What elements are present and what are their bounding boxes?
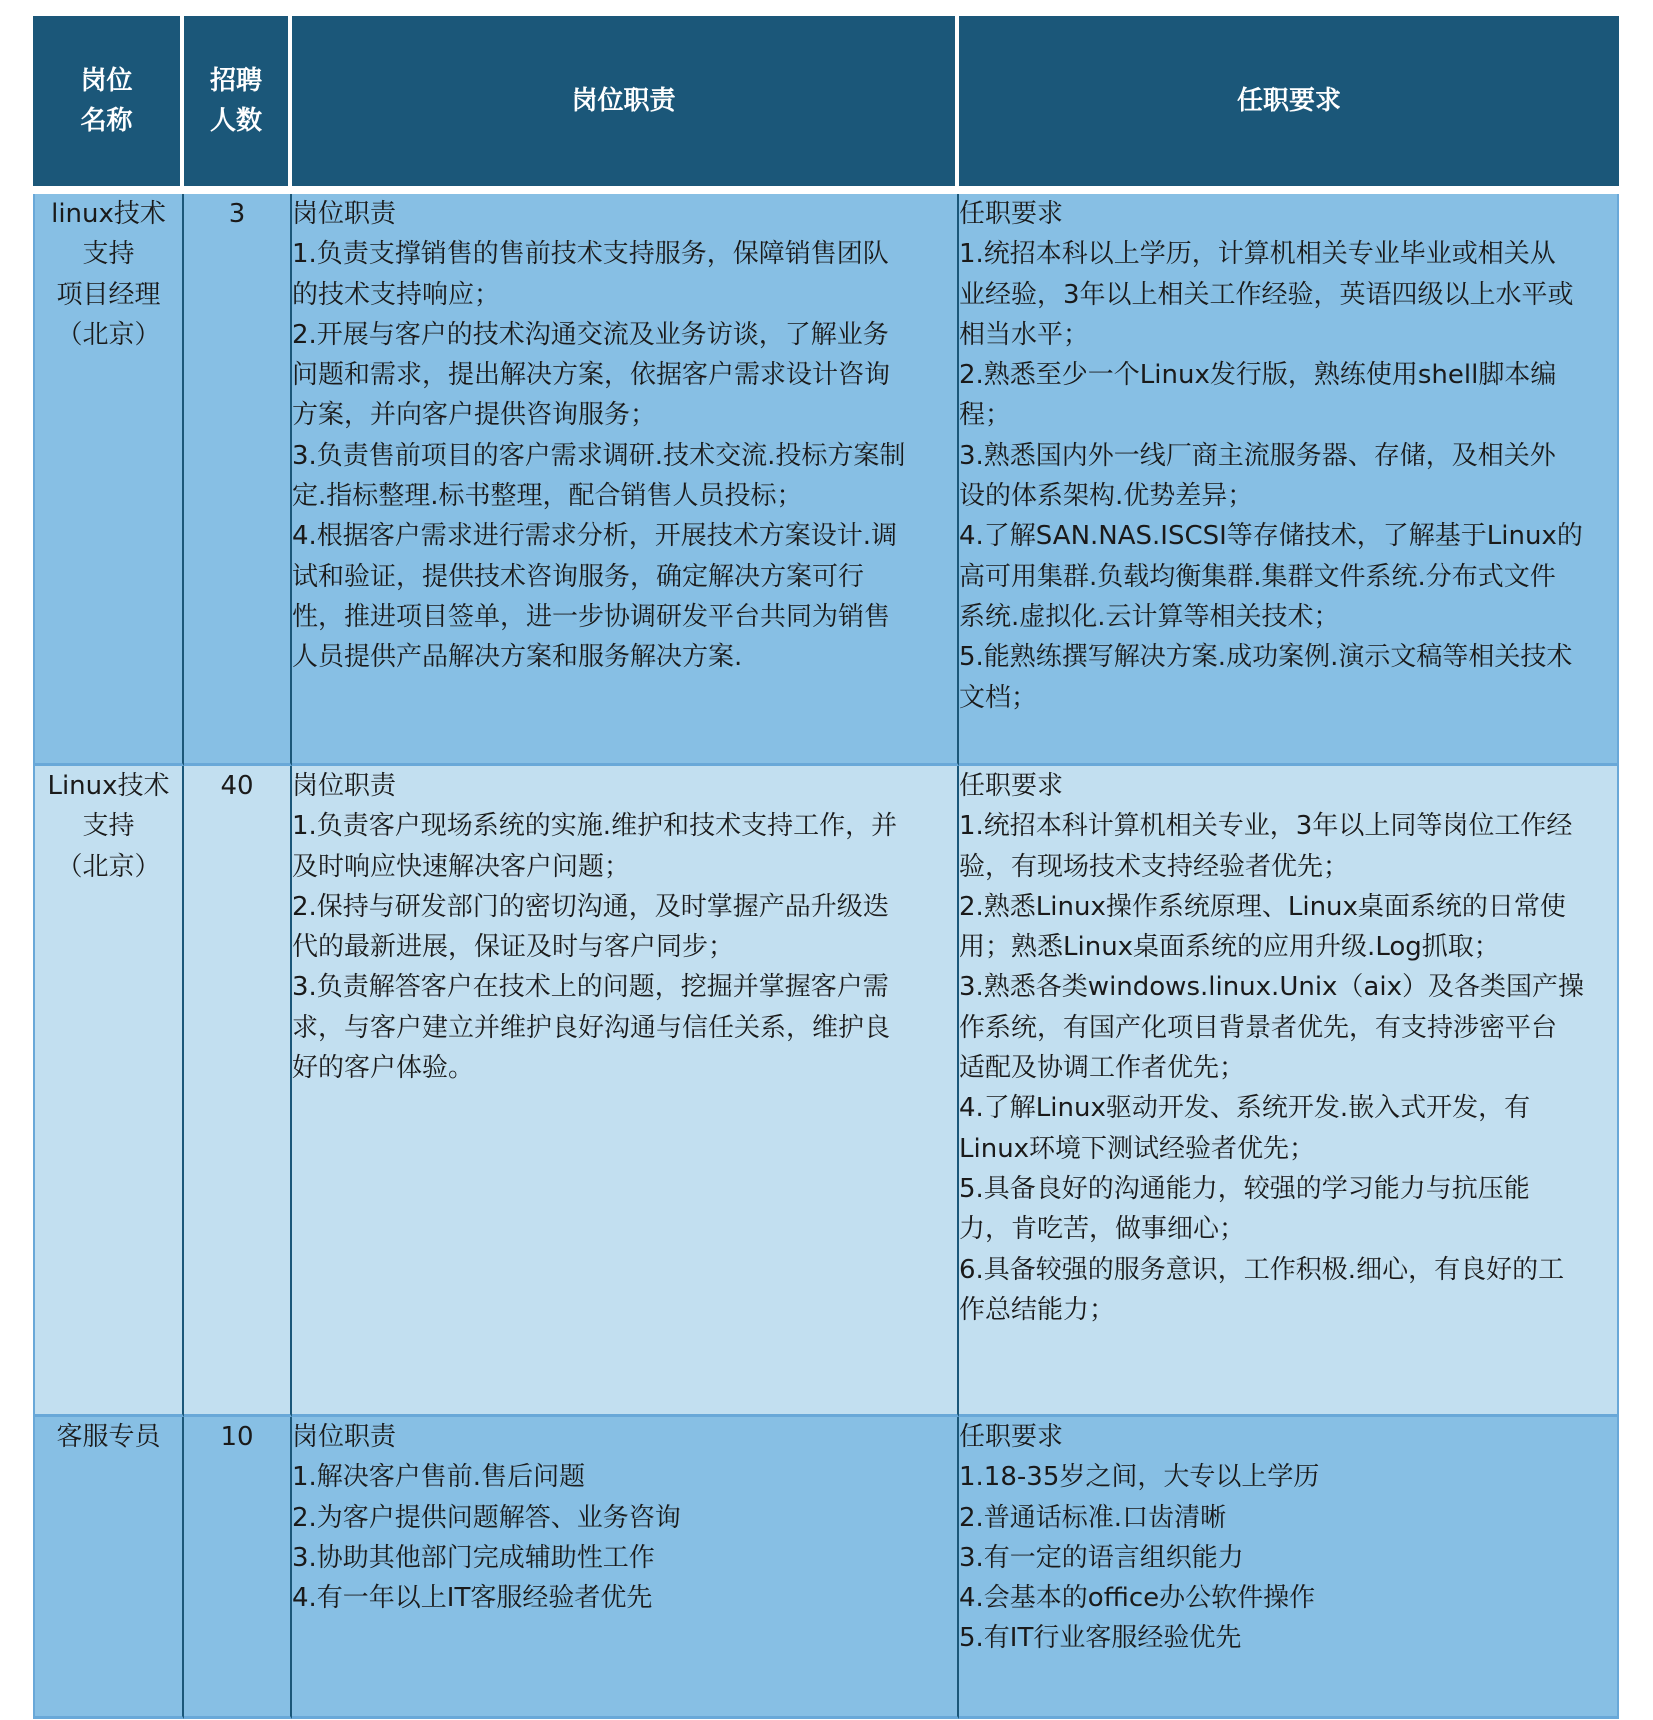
position-name-line: 支持 bbox=[82, 811, 135, 842]
requirements-line: 2.熟悉至少一个Linux发行版，熟练使用shell脚本编 bbox=[959, 360, 1557, 391]
duties-line: 性，推进项目签单，进一步协调研发平台共同为销售 bbox=[292, 601, 891, 632]
header-headcount bbox=[184, 16, 292, 194]
requirements-line: 验，有现场技术支持经验者优先； bbox=[959, 851, 1350, 882]
requirements-line: 3.熟悉国内外一线厂商主流服务器、存储，及相关外 bbox=[959, 440, 1556, 471]
table-row bbox=[33, 766, 1619, 1417]
headcount-cell: 10 bbox=[184, 1417, 292, 1719]
requirements-line: 高可用集群.负载均衡集群.集群文件系统.分布式文件 bbox=[959, 561, 1556, 592]
duties-line: 及时响应快速解决客户问题； bbox=[292, 851, 631, 882]
requirements-line: 1.统招本科计算机相关专业，3年以上同等岗位工作经 bbox=[959, 811, 1573, 842]
duties-cell bbox=[292, 1417, 959, 1719]
duties-line: 2.为客户提供问题解答、业务咨询 bbox=[292, 1502, 681, 1533]
header-duties: 岗位职责 bbox=[292, 16, 959, 194]
duties-cell bbox=[292, 194, 959, 766]
requirements-line: 4.了解SAN.NAS.ISCSI等存储技术，了解基于Linux的 bbox=[959, 521, 1583, 552]
headcount-cell: 40 bbox=[184, 766, 292, 1417]
header-headcount-line: 人数 bbox=[209, 106, 262, 136]
header-position-name bbox=[33, 16, 184, 194]
position-name-cell bbox=[33, 194, 184, 766]
duties-line: 的技术支持响应； bbox=[292, 279, 501, 310]
header-row bbox=[33, 16, 1619, 194]
duties-line: 2.保持与研发部门的密切沟通，及时掌握产品升级迭 bbox=[292, 891, 889, 922]
requirements-line: 1.18-35岁之间，大专以上学历 bbox=[959, 1462, 1320, 1493]
duties-line: 3.负责售前项目的客户需求调研.技术交流.投标方案制 bbox=[292, 440, 906, 471]
requirements-line: 相当水平； bbox=[959, 319, 1090, 350]
requirements-line: 5.有IT行业客服经验优先 bbox=[959, 1623, 1242, 1654]
duties-line: 4.根据客户需求进行需求分析，开展技术方案设计.调 bbox=[292, 521, 898, 552]
duties-line: 3.协助其他部门完成辅助性工作 bbox=[292, 1542, 655, 1573]
requirements-line: 业经验，3年以上相关工作经验，英语四级以上水平或 bbox=[959, 279, 1574, 310]
requirements-line: 6.具备较强的服务意识，工作积极.细心，有良好的工 bbox=[959, 1254, 1565, 1285]
requirements-line: 作系统，有国产化项目背景者优先，有支持涉密平台 bbox=[959, 1012, 1558, 1043]
duties-line: 4.有一年以上IT客服经验者优先 bbox=[292, 1583, 653, 1614]
requirements-line: 作总结能力； bbox=[959, 1294, 1116, 1325]
requirements-cell bbox=[959, 766, 1619, 1417]
requirements-cell bbox=[959, 194, 1619, 766]
table-row bbox=[33, 1417, 1619, 1719]
requirements-line: 系统.虚拟化.云计算等相关技术； bbox=[959, 601, 1340, 632]
position-name-line: 项目经理 bbox=[56, 279, 161, 310]
requirements-line: 文档； bbox=[959, 682, 1038, 713]
duties-line: 岗位职责 bbox=[292, 1422, 397, 1452]
duties-line: 求，与客户建立并维护良好沟通与信任关系，维护良 bbox=[292, 1012, 891, 1043]
header-headcount-line: 招聘 bbox=[209, 66, 262, 96]
position-name-line: Linux技术 bbox=[47, 771, 170, 801]
requirements-line: 1.统招本科以上学历，计算机相关专业毕业或相关从 bbox=[959, 239, 1556, 270]
header-requirements: 任职要求 bbox=[959, 16, 1619, 194]
duties-line: 人员提供产品解决方案和服务解决方案. bbox=[292, 642, 743, 673]
position-name-cell bbox=[33, 766, 184, 1417]
requirements-cell bbox=[959, 1417, 1619, 1719]
requirements-line: 适配及协调工作者优先； bbox=[959, 1053, 1246, 1084]
position-name-line: linux技术 bbox=[51, 199, 166, 229]
requirements-line: 设的体系架构.优势差异； bbox=[959, 481, 1254, 512]
duties-cell bbox=[292, 766, 959, 1417]
duties-line: 1.负责支撑销售的售前技术支持服务，保障销售团队 bbox=[292, 239, 889, 270]
duties-line: 好的客户体验。 bbox=[292, 1053, 475, 1084]
requirements-line: 3.有一定的语言组织能力 bbox=[959, 1542, 1244, 1573]
position-name-line: 支持 bbox=[82, 239, 135, 270]
duties-line: 1.负责客户现场系统的实施.维护和技术支持工作，并 bbox=[292, 811, 898, 842]
requirements-line: 5.能熟练撰写解决方案.成功案例.演示文稿等相关技术 bbox=[959, 642, 1573, 673]
duties-line: 试和验证，提供技术咨询服务，确定解决方案可行 bbox=[292, 561, 865, 592]
requirements-line: Linux环境下测试经验者优先； bbox=[959, 1133, 1316, 1164]
header-position-name-line: 岗位 bbox=[80, 66, 133, 96]
requirements-line: 力，肯吃苦，做事细心； bbox=[959, 1214, 1246, 1245]
position-name-line: （北京） bbox=[56, 851, 161, 882]
duties-line: 方案，并向客户提供咨询服务； bbox=[292, 400, 657, 431]
requirements-line: 4.会基本的office办公软件操作 bbox=[959, 1583, 1316, 1614]
position-name-line: 客服专员 bbox=[56, 1422, 161, 1452]
requirements-line: 2.普通话标准.口齿清晰 bbox=[959, 1502, 1227, 1533]
requirements-line: 3.熟悉各类windows.linux.Unix（aix）及各类国产操 bbox=[959, 972, 1584, 1003]
position-name-cell bbox=[33, 1417, 184, 1719]
duties-line: 问题和需求，提出解决方案，依据客户需求设计咨询 bbox=[292, 360, 891, 391]
requirements-line: 任职要求 bbox=[959, 1422, 1064, 1452]
duties-line: 定.指标整理.标书整理，配合销售人员投标； bbox=[292, 481, 803, 512]
duties-line: 岗位职责 bbox=[292, 199, 397, 229]
requirements-line: 2.熟悉Linux操作系统原理、Linux桌面系统的日常使 bbox=[959, 891, 1566, 922]
headcount-cell: 3 bbox=[184, 194, 292, 766]
requirements-line: 任职要求 bbox=[959, 199, 1064, 229]
duties-line: 代的最新进展，保证及时与客户同步； bbox=[292, 932, 735, 963]
duties-line: 岗位职责 bbox=[292, 771, 397, 801]
job-table bbox=[33, 16, 1619, 1719]
requirements-line: 程； bbox=[959, 400, 1012, 431]
position-name-line: （北京） bbox=[56, 319, 161, 350]
duties-line: 2.开展与客户的技术沟通交流及业务访谈，了解业务 bbox=[292, 319, 889, 350]
header-position-name-line: 名称 bbox=[80, 106, 133, 136]
table-row bbox=[33, 194, 1619, 766]
duties-line: 3.负责解答客户在技术上的问题，挖掘并掌握客户需 bbox=[292, 972, 889, 1003]
requirements-line: 任职要求 bbox=[959, 771, 1064, 801]
duties-line: 1.解决客户售前.售后问题 bbox=[292, 1462, 586, 1493]
requirements-line: 4.了解Linux驱动开发、系统开发.嵌入式开发，有 bbox=[959, 1093, 1531, 1124]
requirements-line: 5.具备良好的沟通能力，较强的学习能力与抗压能 bbox=[959, 1173, 1530, 1204]
requirements-line: 用；熟悉Linux桌面系统的应用升级.Log抓取； bbox=[959, 932, 1500, 963]
